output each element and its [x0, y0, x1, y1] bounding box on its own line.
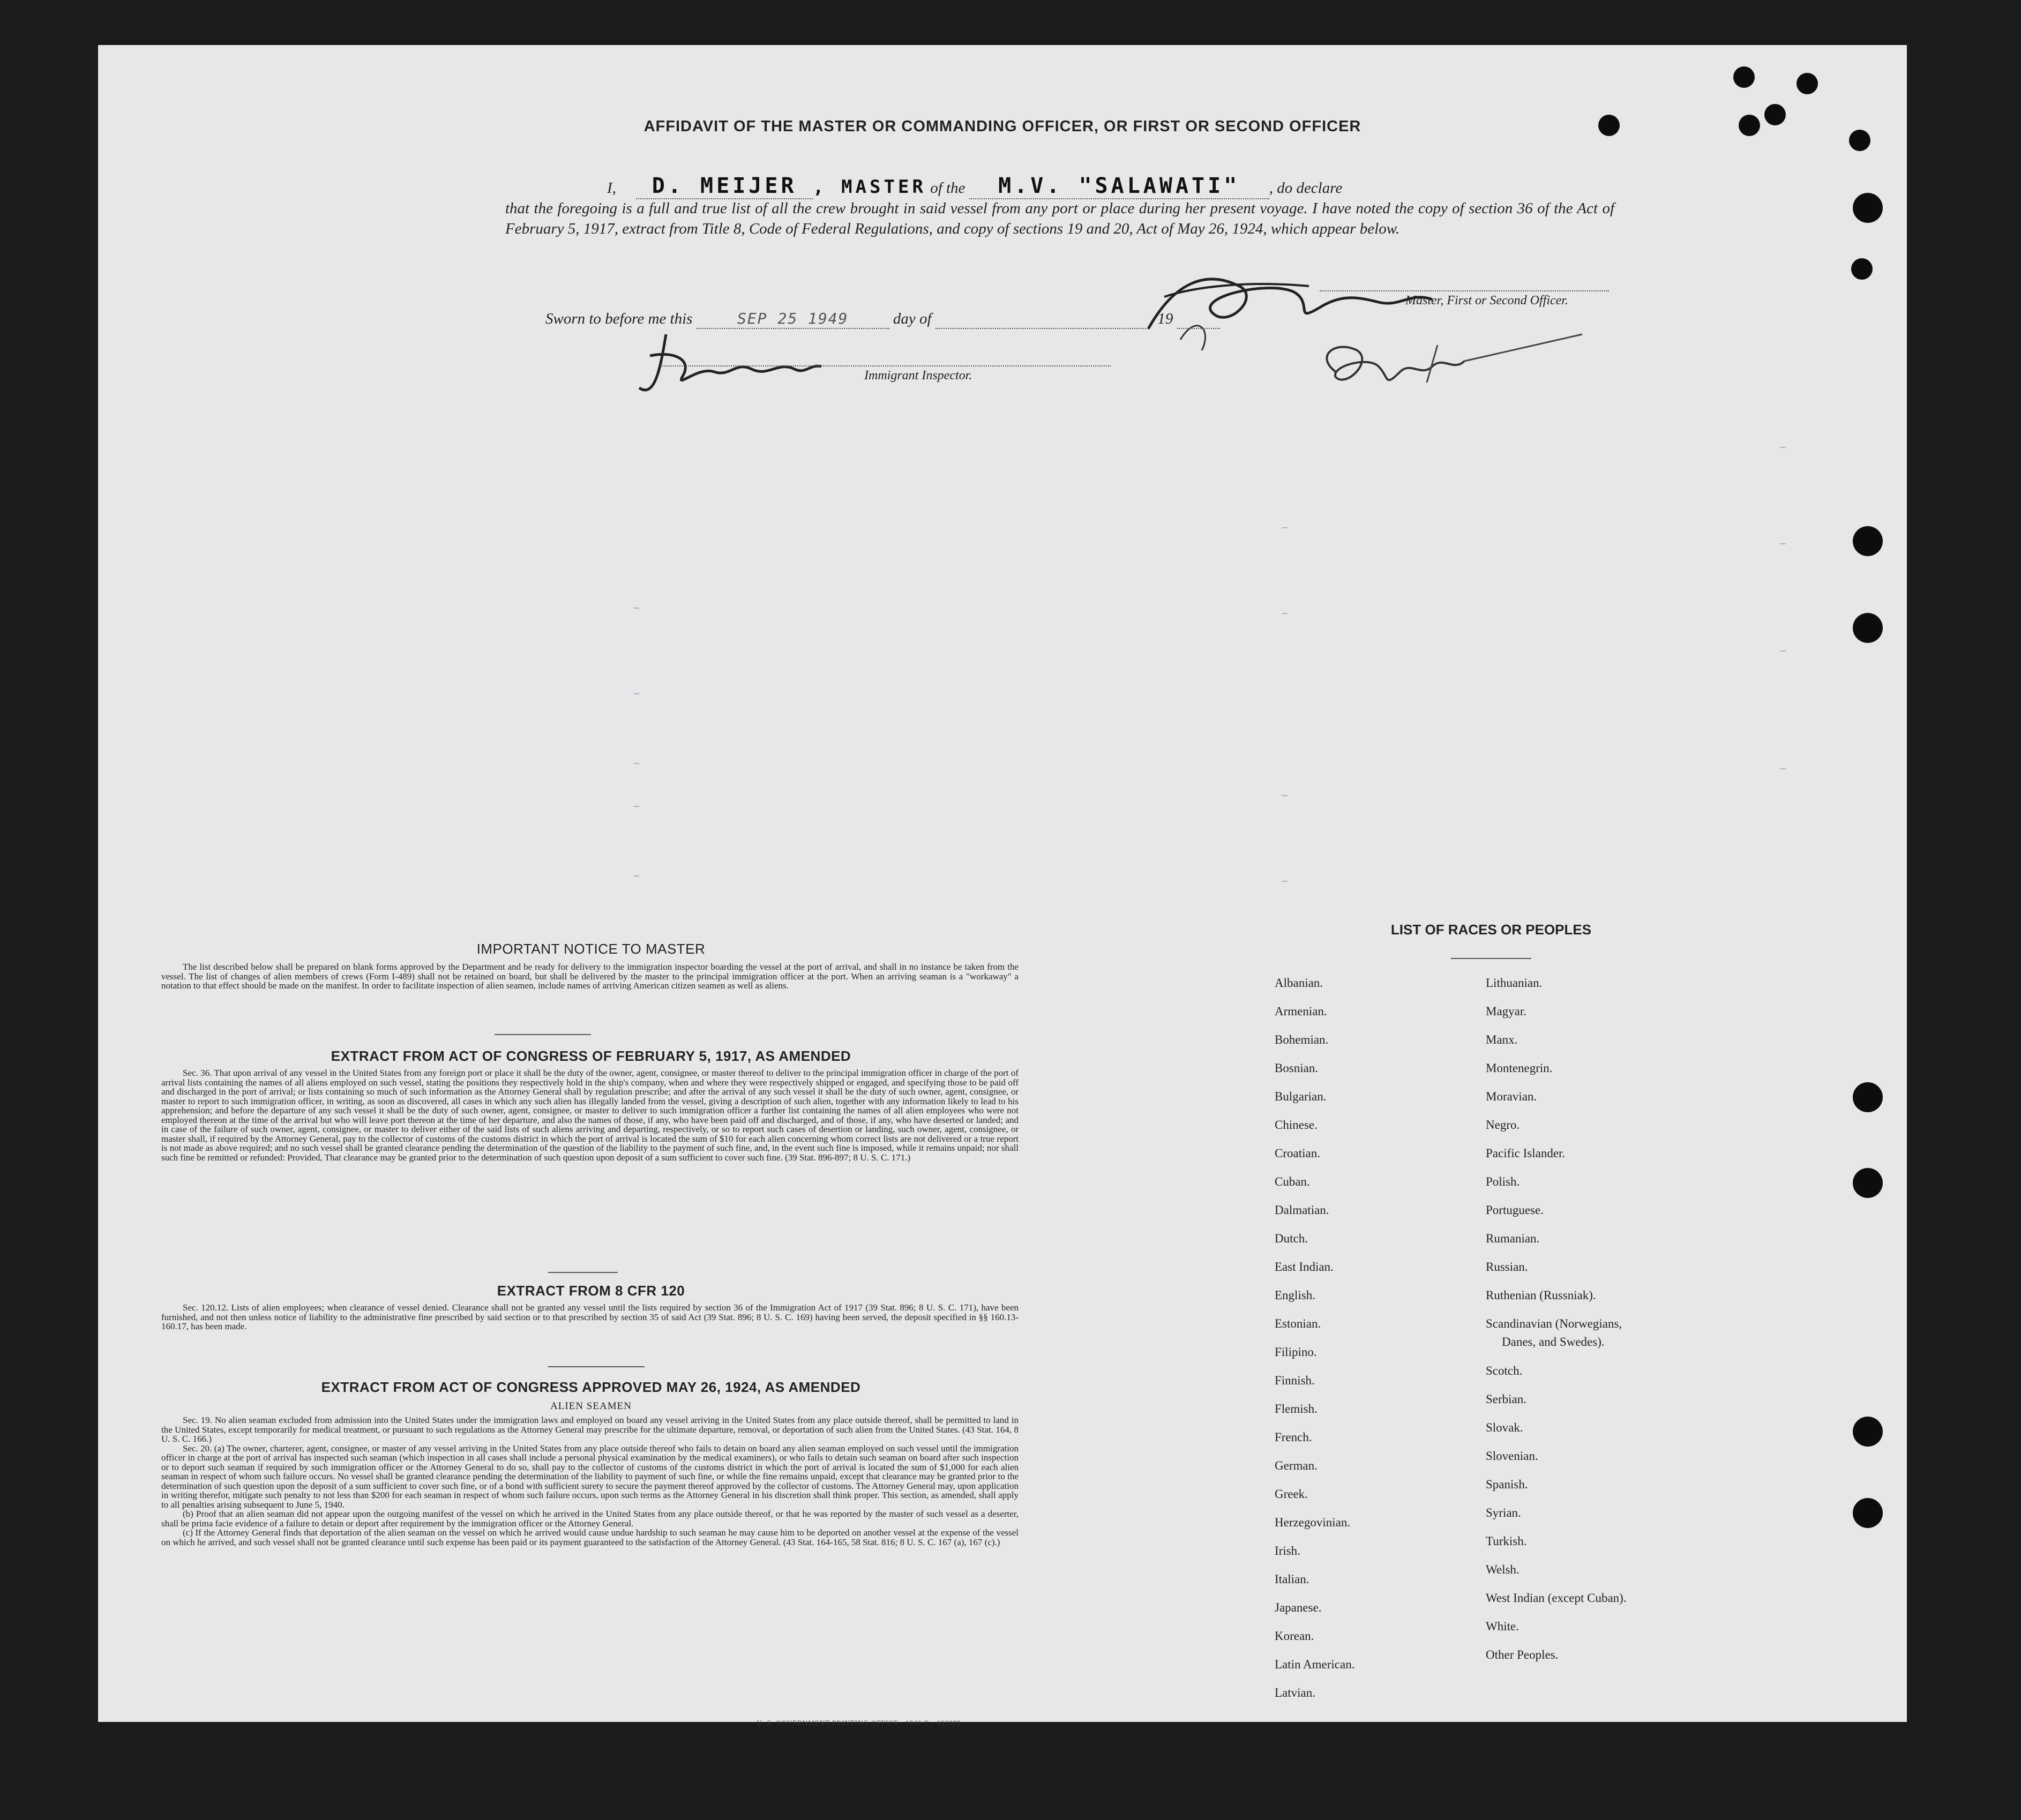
race-item: Greek. — [1275, 1487, 1308, 1501]
punch-hole — [1853, 1082, 1883, 1112]
punch-hole — [1797, 73, 1818, 94]
race-item: Armenian. — [1275, 1005, 1327, 1018]
race-item: German. — [1275, 1459, 1318, 1472]
punch-hole — [1853, 1498, 1883, 1528]
declaration-text: that the foregoing is a full and true list of all the crew brought in said vessel from any port or place during her present voyage. I have noted the copy of section 36 of the Act of February 5, 1917, extract from Title 8, Code of Federal Regulations, and copy of sections 19 and 20, Act of May 26, 1924, which appear below. — [505, 200, 1614, 237]
document-page — [98, 45, 1907, 1727]
master-signature-2 — [1304, 324, 1604, 431]
race-item: Albanian. — [1275, 976, 1323, 990]
extract-1924-text: Sec. 19. No alien seaman excluded from admission into the United States under the immigration laws and employed on board any vessel arriving in the United States from any place outside thereof, shall be permitted to land in the United States, except temporarily for medical treatment, or pursuant to such regulations as the Attorney General may prescribe for the ultimate departure, removal, or deportation of such alien from the United States. (43 Stat. 164, 8 U. S. C. 166.) Sec. 20. (a) The owner, charterer, agent, consignee, or master of any vessel arriving in the United States from any place outside thereof who fails to detain on board any alien seaman employed on such vessel until the immigration officer in charge at the port of arrival has inspected such seaman (which inspection in all cases shall include a personal physical examination by the medical examiners), or who fails to detain such seaman on board after such inspection or to deport such seaman if required by such immigration officer or the Attorney General to do so, shall pay to the collector of customs of the customs district in which the port of arrival is located the sum of $1,000 for each alien seaman in respect of whom such failure occurs. No vessel shall be granted clearance pending the determination of the liability to payment of such fine, or while the fine remains unpaid, except that clearance may be granted prior to the determination of such question upon the deposit of a sum sufficient to cover such fine, or of a bond with sufficient surety to secure the payment thereof approved by the collector of customs. The Attorney General may, upon application in writing therefor, mitigate such penalty to not less than $200 for each seaman in respect of whom such failure occurs, upon such terms as the Attorney General in his discretion shall think proper. This section, as amended, shall apply to all penalties arising subsequent to June 5, 1940. (b) Proof that an alien seaman did not appear upon the outgoing manifest of the vessel on which he arrived in the United States from any place outside thereof, or that he was reported by the master of such vessel as a deserter, shall be prima facie evidence of a failure to detain or deport after requirement by the immigration officer or the Attorney General. (c) If the Attorney General finds that deportation of the alien seaman on the vessel on which he arrived would cause undue hardship to such seaman he may cause him to be deported on another vessel at the expense of the vessel on which he arrived, and such vessel shall not be granted clearance until such expense has been paid or its payment guaranteed to the satisfaction of the Attorney General. (43 Stat. 164-165, 58 Stat. 816; 8 U. S. C. 167 (a), 167 (c).) — [161, 1415, 1019, 1547]
race-item: Estonian. — [1275, 1317, 1321, 1330]
race-item: Serbian. — [1486, 1392, 1527, 1406]
inspector-signature-line — [661, 365, 1111, 366]
race-item: Scotch. — [1486, 1364, 1523, 1377]
race-item: Pacific Islander. — [1486, 1147, 1566, 1160]
race-item: Cuban. — [1275, 1175, 1310, 1188]
race-item: Bulgarian. — [1275, 1090, 1327, 1103]
race-item: Flemish. — [1275, 1402, 1318, 1415]
inspector-signature — [628, 324, 875, 409]
race-item: Polish. — [1486, 1175, 1520, 1188]
punch-hole — [1853, 613, 1883, 643]
race-item: Manx. — [1486, 1033, 1518, 1046]
races-title: LIST OF RACES OR PEOPLES — [1390, 922, 1592, 938]
inspector-caption: Immigrant Inspector. — [864, 369, 972, 383]
race-item: Slovak. — [1486, 1421, 1523, 1434]
race-item: Italian. — [1275, 1572, 1309, 1586]
race-item: Rumanian. — [1486, 1232, 1540, 1245]
printing-office-note: U. S. GOVERNMENT PRINTING OFFICE : 1946 O - 693089 — [757, 1719, 961, 1727]
divider — [1451, 958, 1531, 959]
race-item: Turkish. — [1486, 1534, 1527, 1548]
master-name-field: D. MEIJER — [652, 174, 797, 198]
race-item: Chinese. — [1275, 1118, 1318, 1132]
race-item: Montenegrin. — [1486, 1061, 1553, 1075]
sworn-line: Sworn to before me this SEP 25 1949 day of , 19 — [545, 310, 1220, 329]
master-rank-field: , MASTER — [813, 176, 926, 198]
race-item: Bohemian. — [1275, 1033, 1329, 1046]
affidavit-title: AFFIDAVIT OF THE MASTER OR COMMANDING OFFICER, OR FIRST OR SECOND OFFICER — [643, 118, 1361, 135]
race-item: Irish. — [1275, 1544, 1300, 1557]
race-item: French. — [1275, 1430, 1312, 1444]
race-item: Welsh. — [1486, 1563, 1520, 1576]
punch-hole — [1853, 526, 1883, 556]
race-item: Herzegovinian. — [1275, 1516, 1351, 1529]
race-item: Finnish. — [1275, 1374, 1315, 1387]
race-item: Portuguese. — [1486, 1203, 1544, 1217]
race-item: Bosnian. — [1275, 1061, 1319, 1075]
race-item: Latvian. — [1275, 1686, 1315, 1699]
race-item: Other Peoples. — [1486, 1648, 1559, 1661]
race-item: Japanese. — [1275, 1601, 1322, 1614]
notice-text: The list described below shall be prepared on blank forms approved by the Department and be ready for delivery to the immigration inspector boarding the vessel at the port of arrival, and shall in no instance be taken from the vessel. The list of changes of alien members of crews (Form I-489) shall not be retained on board, but shall be delivered by the master to the principal immigration officer at the port. When an arriving seaman is a "workaway" a notation to that effect should be made on the manifest. In order to facilitate inspection of alien seamen, include names of arriving American citizen seamen as well as aliens. — [161, 962, 1019, 991]
race-item: White. — [1486, 1620, 1519, 1633]
race-item: Spanish. — [1486, 1478, 1528, 1491]
extract-cfr-text: Sec. 120.12. Lists of alien employees; when clearance of vessel denied. Clearance shall not be granted any vessel until the lists required by section 36 of the Immigration Act of 1917 (39 Stat. 896; 8 U. S. C. 171), have been furnished, and not then unless notice of liability to the administrative fine prescribed by said section or to that prescribed by section 35 of said Act (39 Stat. 896; 8 U. S. C. 169) having been served, the deposit specified in §§ 160.13-160.17, has been made. — [161, 1302, 1019, 1331]
punch-hole — [1853, 1168, 1883, 1198]
race-item: Danes, and Swedes). — [1502, 1335, 1605, 1349]
race-item: Russian. — [1486, 1260, 1528, 1274]
master-caption: Master, First or Second Officer. — [1405, 294, 1568, 308]
declaration-first-line: I, D. MEIJER , MASTER of the M.V. "SALAWATI" , do declare — [607, 174, 1343, 198]
race-item: West Indian (except Cuban). — [1486, 1591, 1627, 1605]
race-item: Moravian. — [1486, 1090, 1537, 1103]
sworn-date-stamp: SEP 25 1949 — [737, 310, 849, 327]
punch-hole — [1853, 193, 1883, 223]
race-item: East Indian. — [1275, 1260, 1334, 1274]
race-item: Dalmatian. — [1275, 1203, 1329, 1217]
races-right-column — [1486, 969, 1627, 1669]
race-item: Dutch. — [1275, 1232, 1308, 1245]
race-item: Negro. — [1486, 1118, 1520, 1132]
punch-hole — [1853, 1417, 1883, 1447]
vessel-name-field: M.V. "SALAWATI" — [998, 174, 1240, 198]
race-item: Korean. — [1275, 1629, 1314, 1643]
punch-hole — [1733, 66, 1755, 88]
master-signature-line — [1320, 290, 1609, 291]
extract-1917-text: Sec. 36. That upon arrival of any vessel in the United States from any foreign port or place it shall be the duty of the owner, agent, consignee, or master thereof to deliver to the principal immigration officer in charge of the port of arrival lists containing the names of all aliens employed on such vessel, stating the positions they respectively hold in the ship's company, when and where they were respectively shipped or engaged, and specifying those to be paid off and discharged in the port of arrival; or lists containing so much of such information as the Attorney General shall by regulation prescribe; and after the arrival of any such vessel it shall be the duty of such owner, agent, consignee, or master to report to such immigration officer, in writing, as soon as discovered, all cases in which any such alien has illegally landed from the vessel, giving a description of such alien, together with any information likely to lead to his apprehension; and before the departure of any such vessel it shall be the duty of such owner, agent, consignee, or master to deliver to such immigration officer a further list containing the names of all alien employees who were not employed thereon at the time of the arrival but who will leave port thereon at the time of her departure, and also the names of those, if any, who have been paid off and discharged, and of those, if any, who have deserted or landed; and in case of the failure of such owner, agent, consignee, or master to deliver either of the said lists of such aliens arriving and departing, respectively, or so to report such cases of desertion or landing, such owner, agent, consignee, or master shall, if required by the Attorney General, pay to the collector of customs of the customs district in which the port of arrival is located the sum of $10 for each alien concerning whom correct lists are not delivered or a true report is not made as above required; and no such vessel shall be granted clearance pending the determination of the question of the liability to the payment of such fine, and, in the event such fine is imposed, while it remains unpaid; nor shall such fine be remitted or refunded: Provided, That clearance may be granted prior to the determination of such question upon deposit of a sum sufficient to cover such fine. (39 Stat. 896-897; 8 U. S. C. 171.) — [161, 1068, 1019, 1163]
extract-1917-title: EXTRACT FROM ACT OF CONGRESS OF FEBRUARY 5, 1917, AS AMENDED — [331, 1048, 851, 1064]
race-item: Croatian. — [1275, 1147, 1320, 1160]
race-item: Ruthenian (Russniak). — [1486, 1289, 1596, 1302]
race-item: English. — [1275, 1289, 1316, 1302]
notice-title: IMPORTANT NOTICE TO MASTER — [476, 941, 706, 957]
race-item: Lithuanian. — [1486, 976, 1543, 990]
extract-cfr-title: EXTRACT FROM 8 CFR 120 — [497, 1283, 685, 1299]
races-left-column — [1275, 969, 1354, 1707]
race-item: Magyar. — [1486, 1005, 1527, 1018]
race-item: Syrian. — [1486, 1506, 1521, 1519]
divider — [548, 1272, 618, 1273]
race-item: Latin American. — [1275, 1658, 1355, 1671]
race-item: Filipino. — [1275, 1345, 1317, 1359]
extract-1924-title: EXTRACT FROM ACT OF CONGRESS APPROVED MAY 26, 1924, AS AMENDED — [321, 1379, 861, 1395]
divider — [548, 1366, 645, 1367]
race-item: Scandinavian (Norwegians, — [1486, 1317, 1622, 1330]
divider — [495, 1034, 591, 1035]
race-item: Slovenian. — [1486, 1449, 1538, 1463]
punch-hole — [1851, 258, 1873, 280]
extract-1924-subtitle: ALIEN SEAMEN — [550, 1400, 632, 1412]
